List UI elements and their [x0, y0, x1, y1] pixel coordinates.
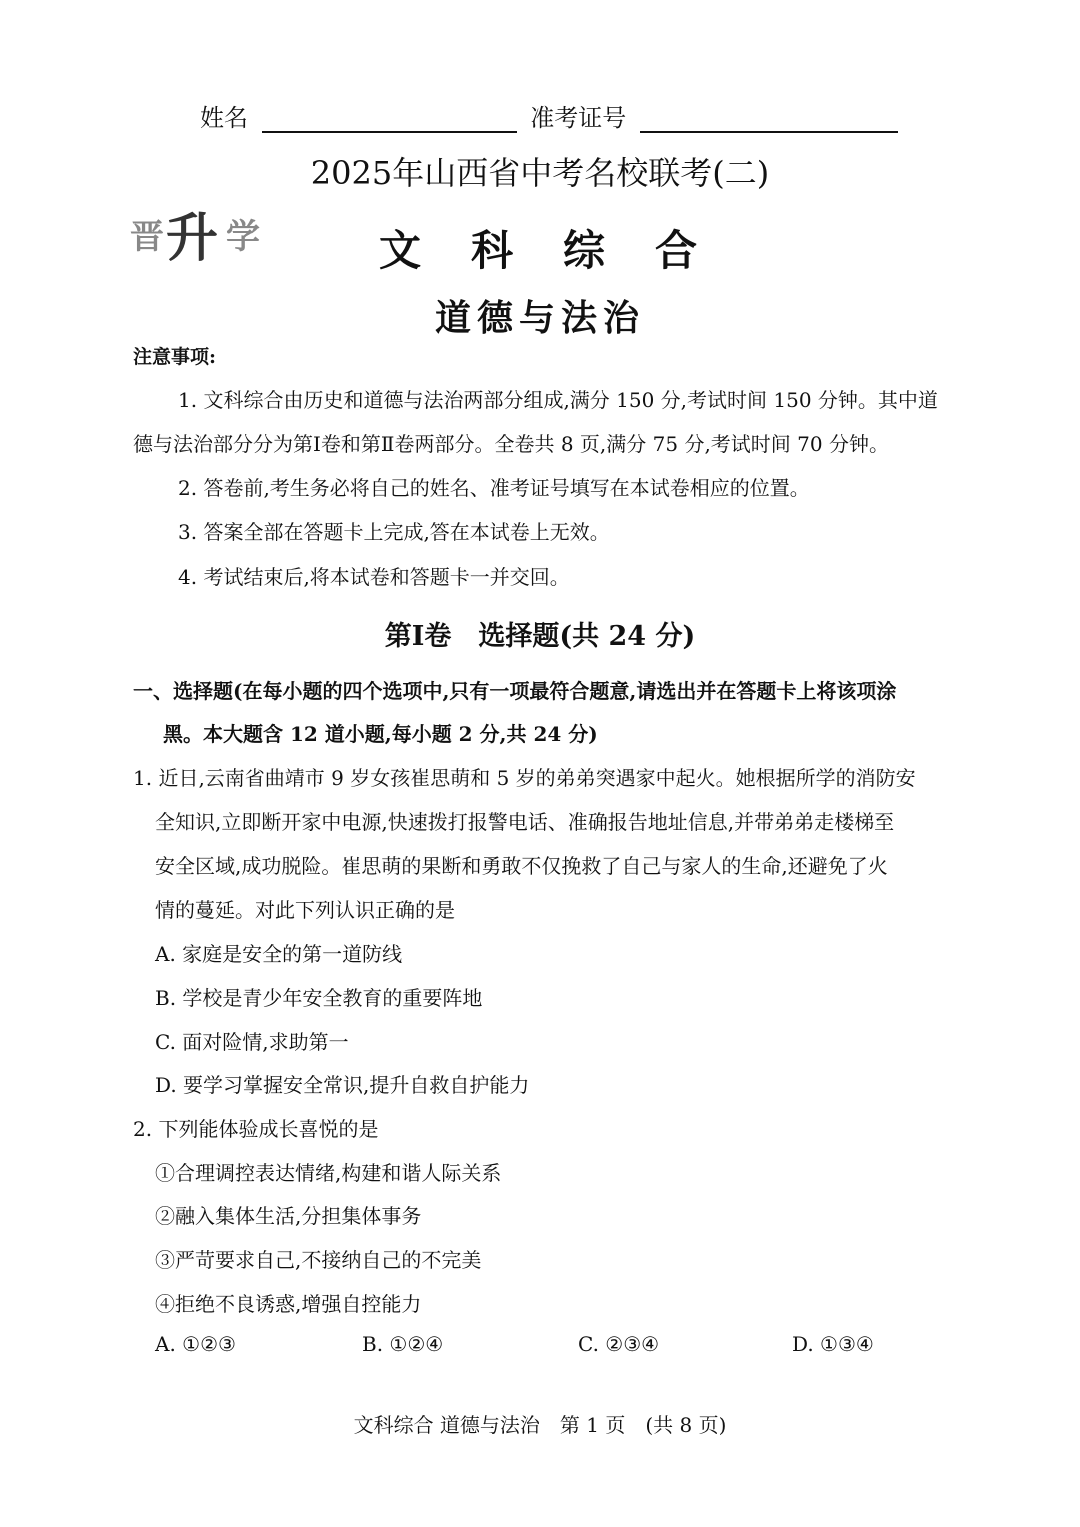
- exam-id-label: 准考证号: [530, 104, 627, 132]
- notice-item: 德与法治部分分为第Ⅰ卷和第Ⅱ卷两部分。全卷共 8 页,满分 75 分,考试时间 70 分钟。: [133, 432, 889, 456]
- svg-text:升: 升: [166, 208, 219, 269]
- svg-text:学: 学: [226, 217, 260, 257]
- question-1-option-d[interactable]: D. 要学习掌握安全常识,提升自救自护能力: [155, 1073, 530, 1097]
- section-title: 第Ⅰ卷 选择题(共 24 分): [384, 621, 696, 652]
- notice-item: 4. 考试结束后,将本试卷和答题卡一并交回。: [178, 565, 570, 589]
- question-2-option-d[interactable]: D. ①③④: [792, 1332, 874, 1356]
- page-footer: 文科综合 道德与法治 第 1 页 (共 8 页): [353, 1413, 727, 1437]
- question-2-option-a[interactable]: A. ①②③: [155, 1332, 236, 1356]
- name-blank[interactable]: [262, 107, 517, 133]
- question-1-stem: 1. 近日,云南省曲靖市 9 岁女孩崔思萌和 5 岁的弟弟突遇家中起火。她根据所学的消防安: [133, 766, 916, 790]
- question-1-option-b[interactable]: B. 学校是青少年安全教育的重要阵地: [155, 986, 483, 1010]
- question-2-option-b[interactable]: B. ①②④: [362, 1332, 444, 1356]
- question-2-statement: ③严苛要求自己,不接纳自己的不完美: [155, 1248, 482, 1272]
- question-1-stem: 全知识,立即断开家中电源,快速拨打报警电话、准确报告地址信息,并带弟弟走楼梯至: [155, 810, 895, 834]
- question-1-stem: 安全区域,成功脱险。崔思萌的果断和勇敢不仅挽救了自己与家人的生命,还避免了火: [155, 854, 888, 878]
- question-2-stem: 2. 下列能体验成长喜悦的是: [133, 1117, 379, 1141]
- name-field-row: [200, 98, 898, 133]
- question-2-option-c[interactable]: C. ②③④: [578, 1332, 660, 1356]
- question-2-statement: ①合理调控表达情绪,构建和谐人际关系: [155, 1161, 502, 1185]
- question-1-stem: 情的蔓延。对此下列认识正确的是: [155, 898, 455, 922]
- question-1-option-a[interactable]: A. 家庭是安全的第一道防线: [155, 942, 403, 966]
- notice-item: 2. 答卷前,考生务必将自己的姓名、准考证号填写在本试卷相应的位置。: [178, 476, 810, 500]
- section-instruction: 一、选择题(在每小题的四个选项中,只有一项最符合题意,请选出并在答题卡上将该项涂: [133, 679, 897, 703]
- question-2-statement: ②融入集体生活,分担集体事务: [155, 1204, 422, 1228]
- exam-title: 2025年山西省中考名校联考(二): [310, 154, 770, 192]
- subject-title: 文 科 综 合: [378, 226, 701, 275]
- question-1-option-c[interactable]: C. 面对险情,求助第一: [155, 1030, 349, 1054]
- section-instruction: 黑。本大题含 12 道小题,每小题 2 分,共 24 分): [163, 722, 598, 746]
- question-2-statement: ④拒绝不良诱惑,增强自控能力: [155, 1292, 422, 1316]
- svg-text:晋: 晋: [130, 217, 164, 257]
- name-label: 姓名: [200, 104, 248, 132]
- notice-title: 注意事项:: [133, 346, 217, 368]
- subsubject-title: 道德与法治: [434, 297, 645, 339]
- notice-item: 1. 文科综合由历史和道德与法治两部分组成,满分 150 分,考试时间 150 分钟。其中道: [178, 388, 938, 412]
- notice-item: 3. 答案全部在答题卡上完成,答在本试卷上无效。: [178, 520, 610, 544]
- exam-id-blank[interactable]: [640, 107, 898, 133]
